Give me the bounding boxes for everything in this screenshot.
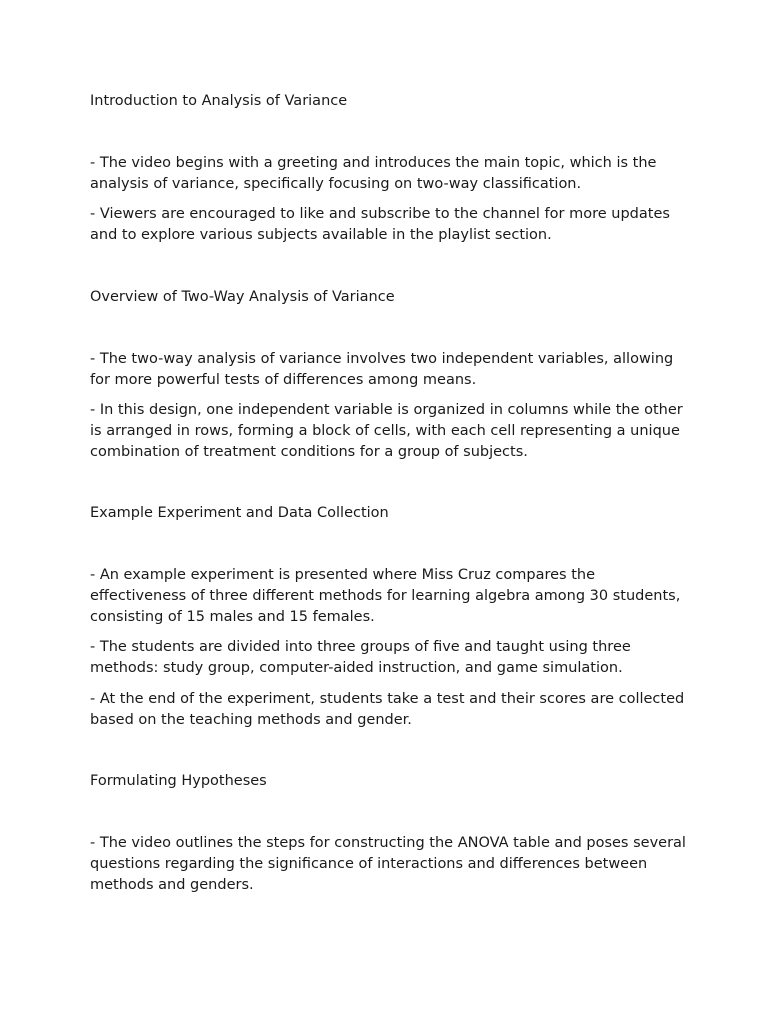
section-heading: Introduction to Analysis of Variance <box>90 93 348 109</box>
section-heading: Example Experiment and Data Collection <box>90 505 389 522</box>
section-introduction <box>90 91 690 246</box>
section-hypotheses <box>90 771 690 895</box>
section-heading: Formulating Hypotheses <box>90 773 267 790</box>
paragraph: - An example experiment is presented where Miss Cruz compares the effectiveness of three different methods for learning algebra among 30 students, consisting of 15 males and 15 females. <box>90 567 681 625</box>
paragraph: - The video outlines the steps for constructing the ANOVA table and poses several questions regarding the significance of interactions and differences between methods and genders. <box>90 835 686 893</box>
section-overview <box>90 287 690 463</box>
paragraph: - The two-way analysis of variance involves two independent variables, allowing for more powerful tests of differences among means. <box>90 350 674 388</box>
paragraph: - In this design, one independent variable is organized in columns while the other is arranged in rows, forming a block of cells, with each cell representing a unique combination of treatment conditions for a group of subjects. <box>90 402 683 460</box>
section-heading: Overview of Two-Way Analysis of Variance <box>90 288 395 305</box>
section-example-experiment <box>90 503 690 730</box>
paragraph: - The students are divided into three groups of five and taught using three methods: study group, computer-aided instruction, and game simulation. <box>90 639 631 677</box>
paragraph: - Viewers are encouraged to like and subscribe to the channel for more updates and to explore various subjects available in the playlist section. <box>90 206 670 244</box>
paragraph: - The video begins with a greeting and introduces the main topic, which is the analysis of variance, specifically focusing on two-way classification. <box>90 155 657 192</box>
paragraph: - At the end of the experiment, students take a test and their scores are collected based on the teaching methods and gender. <box>90 690 685 728</box>
document-body <box>90 91 690 895</box>
